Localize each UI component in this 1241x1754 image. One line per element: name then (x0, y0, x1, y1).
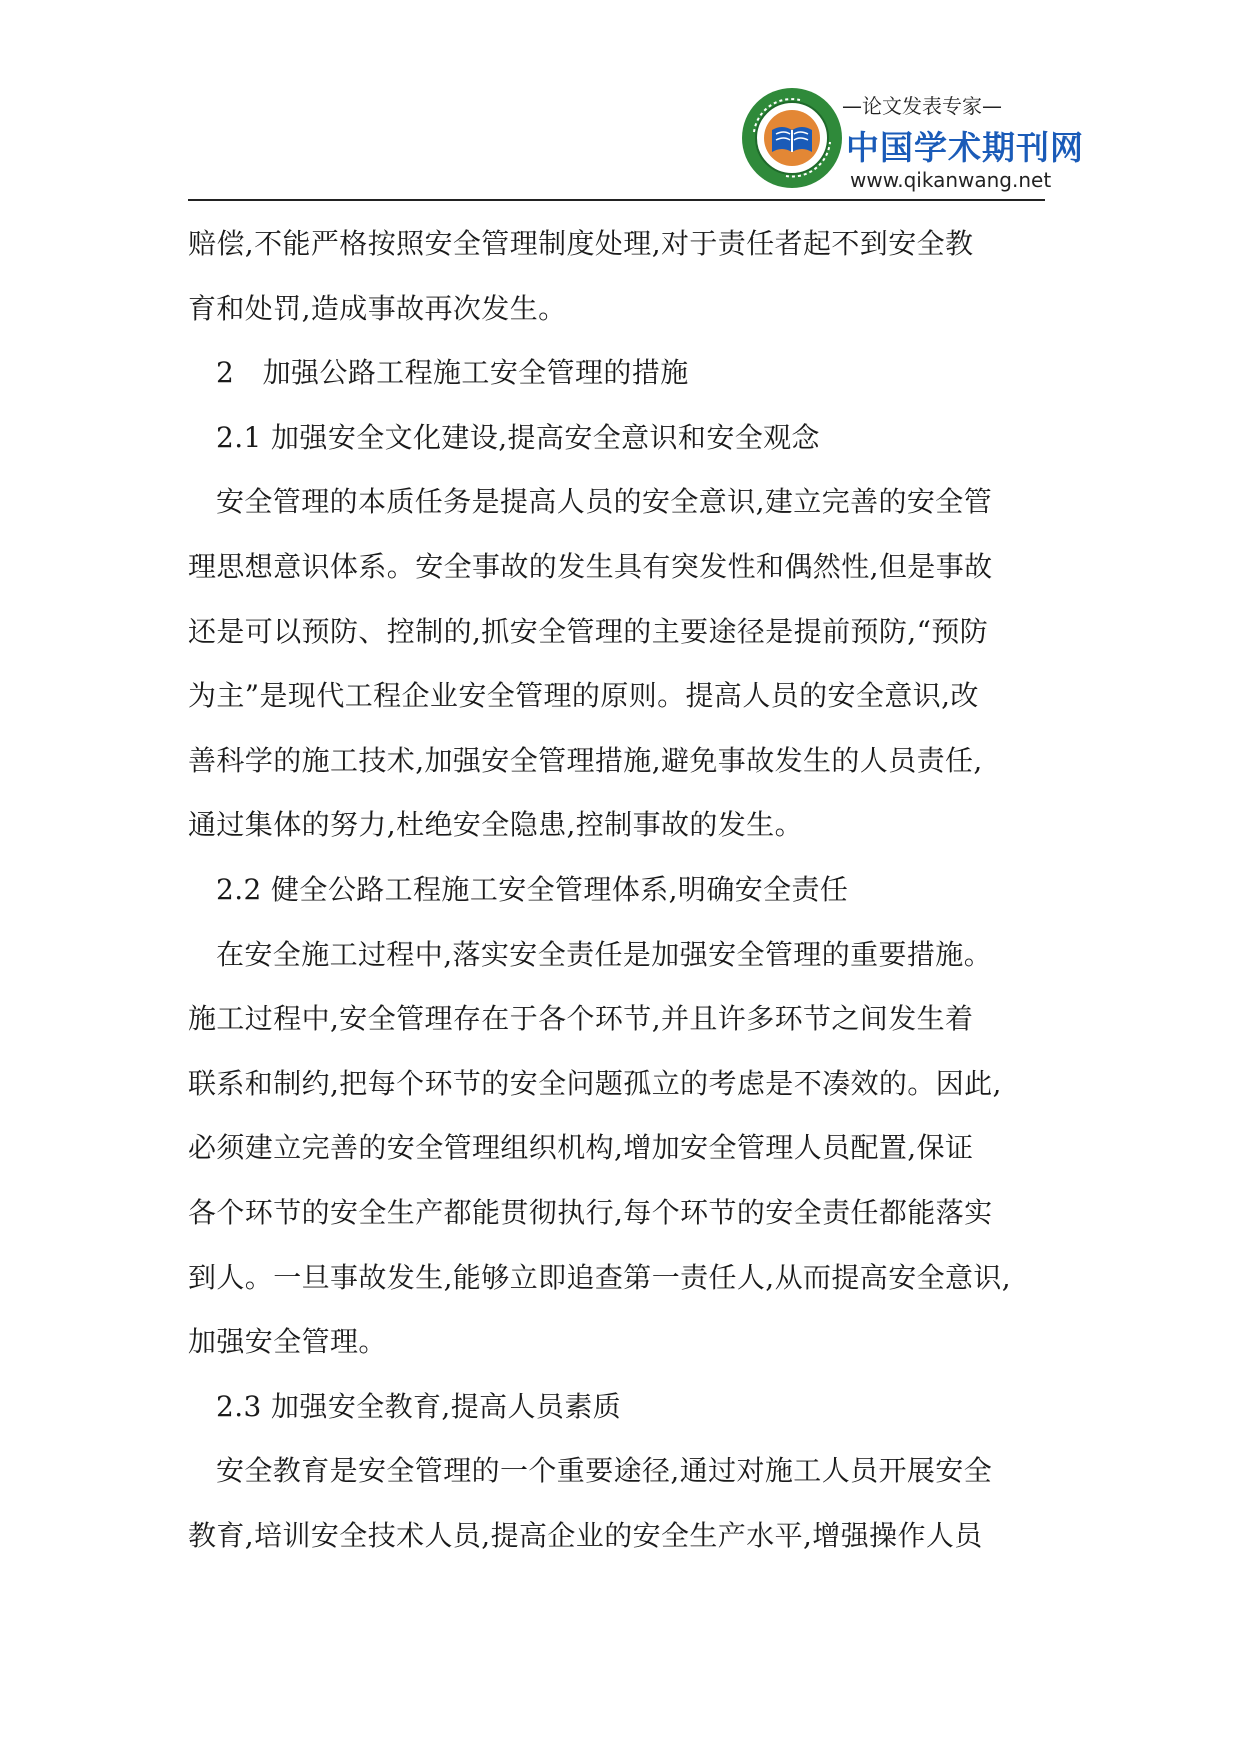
body-line: 为主”是现代工程企业安全管理的原则。提高人员的安全意识,改 (188, 679, 979, 713)
paragraph-first-line: 在安全施工过程中,落实安全责任是加强安全管理的重要措施。 (216, 937, 993, 971)
subsection-heading: 2.1 加强安全文化建设,提高安全意识和安全观念 (216, 420, 820, 454)
logo-site-name: 中国学术期刊网 (846, 128, 1084, 167)
body-line: 联系和制约,把每个环节的安全问题孤立的考虑是不凑效的。因此, (188, 1066, 1002, 1100)
body-line: 理思想意识体系。安全事故的发生具有突发性和偶然性,但是事故 (188, 549, 993, 583)
section-heading: 2 加强公路工程施工安全管理的措施 (216, 356, 689, 390)
paragraph-first-line: 安全管理的本质任务是提高人员的安全意识,建立完善的安全管 (216, 485, 993, 519)
subsection-heading: 2.3 加强安全教育,提高人员素质 (216, 1389, 622, 1423)
body-line: 到人。一旦事故发生,能够立即追查第一责任人,从而提高安全意识, (188, 1260, 1012, 1294)
body-line: 赔偿,不能严格按照安全管理制度处理,对于责任者起不到安全教 (188, 227, 974, 260)
document-body (188, 212, 1048, 1568)
logo-slogan: —论文发表专家— (842, 94, 1002, 118)
body-line: 必须建立完善的安全管理组织机构,增加安全管理人员配置,保证 (188, 1131, 974, 1165)
body-line: 通过集体的努力,杜绝安全隐患,控制事故的发生。 (188, 808, 804, 842)
body-line: 还是可以预防、控制的,抓安全管理的主要途径是提前预防,“预防 (188, 614, 989, 648)
subsection-heading: 2.2 健全公路工程施工安全管理体系,明确安全责任 (216, 872, 849, 906)
qikanwang-seal-logo (740, 86, 844, 190)
body-line: 育和处罚,造成事故再次发生。 (188, 291, 567, 325)
body-line: 教育,培训安全技术人员,提高企业的安全生产水平,增强操作人员 (188, 1518, 983, 1552)
body-line: 善科学的施工技术,加强安全管理措施,避免事故发生的人员责任, (188, 743, 983, 777)
site-logo (740, 86, 1084, 196)
body-line: 施工过程中,安全管理存在于各个环节,并且许多环节之间发生着 (188, 1002, 974, 1036)
header-divider (188, 199, 1045, 201)
logo-url: www.qikanwang.net (850, 168, 1052, 192)
body-line: 各个环节的安全生产都能贯彻执行,每个环节的安全责任都能落实 (188, 1195, 993, 1229)
body-line: 加强安全管理。 (188, 1325, 387, 1359)
logo-text-block (840, 86, 1084, 196)
paragraph-first-line: 安全教育是安全管理的一个重要途径,通过对施工人员开展安全 (216, 1454, 993, 1488)
